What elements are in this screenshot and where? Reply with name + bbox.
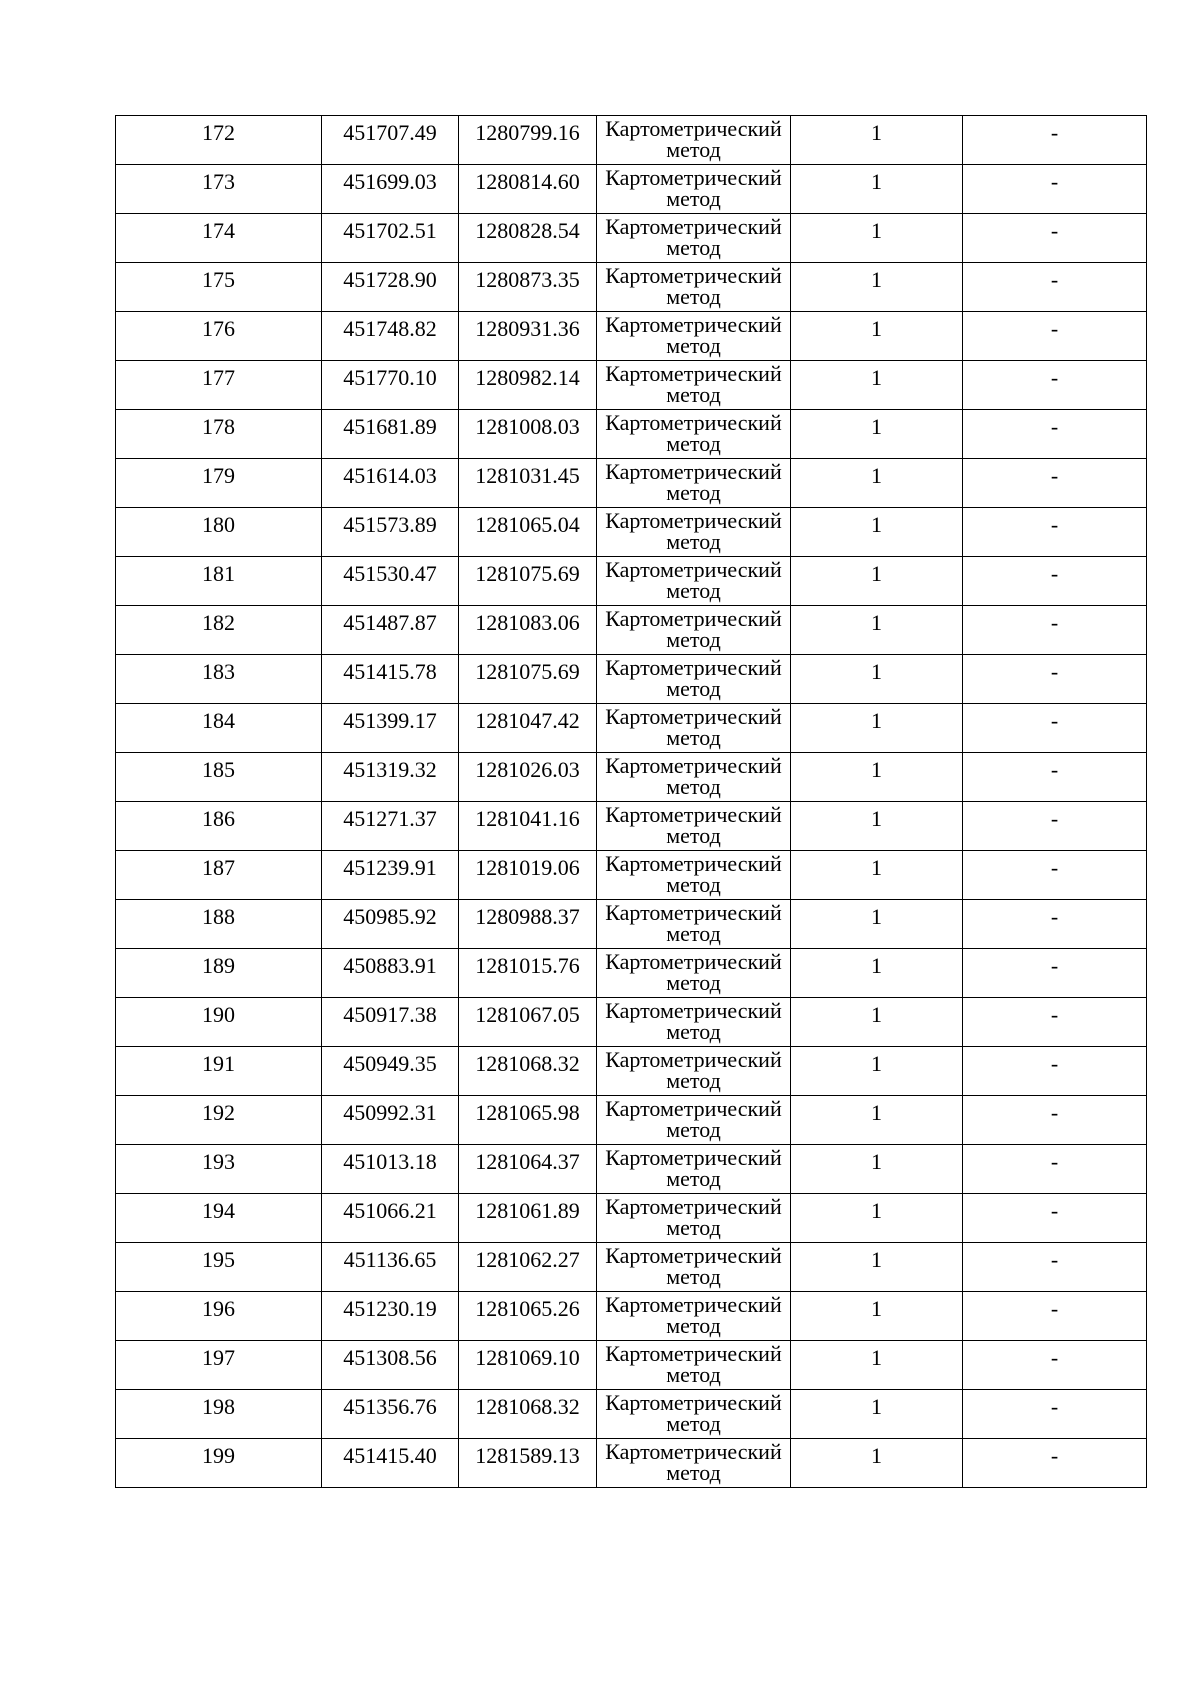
description-cell: - (963, 1145, 1147, 1194)
method-line-1: Картометрический (605, 1243, 782, 1268)
point-number-cell: 186 (116, 802, 322, 851)
accuracy-cell: 1 (791, 1243, 963, 1292)
method-cell (597, 606, 791, 655)
method-cell (597, 557, 791, 606)
method-line-2: метод (666, 1068, 721, 1093)
accuracy-cell: 1 (791, 165, 963, 214)
table-row (116, 1096, 1147, 1145)
x-coordinate-cell: 451699.03 (322, 165, 459, 214)
y-coordinate-cell: 1281031.45 (459, 459, 597, 508)
y-coordinate-cell: 1280982.14 (459, 361, 597, 410)
coordinates-table-body (116, 116, 1147, 1488)
accuracy-cell: 1 (791, 214, 963, 263)
table-row (116, 1439, 1147, 1488)
table-row (116, 851, 1147, 900)
x-coordinate-cell: 451230.19 (322, 1292, 459, 1341)
method-cell (597, 1341, 791, 1390)
x-coordinate-cell: 451728.90 (322, 263, 459, 312)
method-line-2: метод (666, 921, 721, 946)
table-row (116, 606, 1147, 655)
method-cell (597, 949, 791, 998)
table-row (116, 1341, 1147, 1390)
accuracy-cell: 1 (791, 1194, 963, 1243)
description-cell: - (963, 655, 1147, 704)
method-line-1: Картометрический (605, 165, 782, 190)
table-row (116, 998, 1147, 1047)
table-row (116, 410, 1147, 459)
method-line-2: метод (666, 1411, 721, 1436)
method-line-2: метод (666, 774, 721, 799)
y-coordinate-cell: 1281062.27 (459, 1243, 597, 1292)
x-coordinate-cell: 451748.82 (322, 312, 459, 361)
method-line-2: метод (666, 382, 721, 407)
method-line-1: Картометрический (605, 263, 782, 288)
method-line-1: Картометрический (605, 214, 782, 239)
point-number-cell: 195 (116, 1243, 322, 1292)
method-line-2: метод (666, 1460, 721, 1485)
method-cell (597, 1243, 791, 1292)
point-number-cell: 183 (116, 655, 322, 704)
description-cell: - (963, 851, 1147, 900)
table-row (116, 1145, 1147, 1194)
x-coordinate-cell: 451681.89 (322, 410, 459, 459)
method-line-2: метод (666, 333, 721, 358)
y-coordinate-cell: 1281075.69 (459, 655, 597, 704)
description-cell: - (963, 361, 1147, 410)
table-row (116, 900, 1147, 949)
coordinates-table (115, 115, 1147, 1488)
description-cell: - (963, 1341, 1147, 1390)
x-coordinate-cell: 450883.91 (322, 949, 459, 998)
method-line-2: метод (666, 872, 721, 897)
point-number-cell: 182 (116, 606, 322, 655)
table-row (116, 753, 1147, 802)
accuracy-cell: 1 (791, 1390, 963, 1439)
description-cell: - (963, 508, 1147, 557)
method-cell (597, 312, 791, 361)
method-cell (597, 410, 791, 459)
y-coordinate-cell: 1281015.76 (459, 949, 597, 998)
description-cell: - (963, 1439, 1147, 1488)
method-line-2: метод (666, 1117, 721, 1142)
description-cell: - (963, 165, 1147, 214)
method-line-1: Картометрический (605, 606, 782, 631)
y-coordinate-cell: 1281061.89 (459, 1194, 597, 1243)
method-cell (597, 1292, 791, 1341)
x-coordinate-cell: 451487.87 (322, 606, 459, 655)
table-row (116, 655, 1147, 704)
method-line-2: метод (666, 676, 721, 701)
description-cell: - (963, 312, 1147, 361)
x-coordinate-cell: 451707.49 (322, 116, 459, 165)
table-row (116, 214, 1147, 263)
description-cell: - (963, 704, 1147, 753)
point-number-cell: 191 (116, 1047, 322, 1096)
point-number-cell: 190 (116, 998, 322, 1047)
y-coordinate-cell: 1281067.05 (459, 998, 597, 1047)
point-number-cell: 196 (116, 1292, 322, 1341)
method-line-1: Картометрический (605, 655, 782, 680)
y-coordinate-cell: 1280988.37 (459, 900, 597, 949)
description-cell: - (963, 459, 1147, 508)
description-cell: - (963, 753, 1147, 802)
accuracy-cell: 1 (791, 263, 963, 312)
description-cell: - (963, 1243, 1147, 1292)
x-coordinate-cell: 451415.78 (322, 655, 459, 704)
method-line-1: Картометрический (605, 1096, 782, 1121)
method-line-1: Картометрический (605, 1439, 782, 1464)
description-cell: - (963, 116, 1147, 165)
accuracy-cell: 1 (791, 606, 963, 655)
y-coordinate-cell: 1281065.98 (459, 1096, 597, 1145)
method-line-1: Картометрический (605, 753, 782, 778)
accuracy-cell: 1 (791, 802, 963, 851)
accuracy-cell: 1 (791, 312, 963, 361)
method-cell (597, 214, 791, 263)
accuracy-cell: 1 (791, 1096, 963, 1145)
description-cell: - (963, 802, 1147, 851)
accuracy-cell: 1 (791, 655, 963, 704)
method-cell (597, 459, 791, 508)
y-coordinate-cell: 1281065.04 (459, 508, 597, 557)
table-row (116, 1194, 1147, 1243)
method-cell (597, 1047, 791, 1096)
point-number-cell: 187 (116, 851, 322, 900)
y-coordinate-cell: 1281064.37 (459, 1145, 597, 1194)
x-coordinate-cell: 451271.37 (322, 802, 459, 851)
accuracy-cell: 1 (791, 1439, 963, 1488)
table-row (116, 263, 1147, 312)
x-coordinate-cell: 451702.51 (322, 214, 459, 263)
method-cell (597, 655, 791, 704)
description-cell: - (963, 1096, 1147, 1145)
method-cell (597, 1194, 791, 1243)
accuracy-cell: 1 (791, 851, 963, 900)
y-coordinate-cell: 1281047.42 (459, 704, 597, 753)
y-coordinate-cell: 1281589.13 (459, 1439, 597, 1488)
point-number-cell: 194 (116, 1194, 322, 1243)
description-cell: - (963, 1292, 1147, 1341)
method-line-2: метод (666, 137, 721, 162)
method-line-1: Картометрический (605, 361, 782, 386)
method-line-1: Картометрический (605, 116, 782, 141)
method-line-1: Картометрический (605, 1390, 782, 1415)
description-cell: - (963, 214, 1147, 263)
accuracy-cell: 1 (791, 1292, 963, 1341)
method-line-1: Картометрический (605, 1341, 782, 1366)
y-coordinate-cell: 1281068.32 (459, 1390, 597, 1439)
accuracy-cell: 1 (791, 410, 963, 459)
method-line-2: метод (666, 529, 721, 554)
description-cell: - (963, 263, 1147, 312)
point-number-cell: 184 (116, 704, 322, 753)
method-cell (597, 1096, 791, 1145)
method-line-2: метод (666, 578, 721, 603)
accuracy-cell: 1 (791, 753, 963, 802)
y-coordinate-cell: 1280814.60 (459, 165, 597, 214)
point-number-cell: 192 (116, 1096, 322, 1145)
y-coordinate-cell: 1281068.32 (459, 1047, 597, 1096)
method-cell (597, 753, 791, 802)
x-coordinate-cell: 451770.10 (322, 361, 459, 410)
table-row (116, 459, 1147, 508)
point-number-cell: 188 (116, 900, 322, 949)
x-coordinate-cell: 451308.56 (322, 1341, 459, 1390)
accuracy-cell: 1 (791, 949, 963, 998)
point-number-cell: 179 (116, 459, 322, 508)
method-cell (597, 361, 791, 410)
y-coordinate-cell: 1280828.54 (459, 214, 597, 263)
method-line-1: Картометрический (605, 1047, 782, 1072)
point-number-cell: 178 (116, 410, 322, 459)
y-coordinate-cell: 1281083.06 (459, 606, 597, 655)
accuracy-cell: 1 (791, 1047, 963, 1096)
method-cell (597, 1439, 791, 1488)
method-line-2: метод (666, 1362, 721, 1387)
point-number-cell: 180 (116, 508, 322, 557)
x-coordinate-cell: 451356.76 (322, 1390, 459, 1439)
method-line-1: Картометрический (605, 1194, 782, 1219)
method-cell (597, 802, 791, 851)
accuracy-cell: 1 (791, 459, 963, 508)
table-row (116, 802, 1147, 851)
y-coordinate-cell: 1281041.16 (459, 802, 597, 851)
point-number-cell: 198 (116, 1390, 322, 1439)
accuracy-cell: 1 (791, 900, 963, 949)
x-coordinate-cell: 450949.35 (322, 1047, 459, 1096)
method-line-1: Картометрический (605, 508, 782, 533)
table-row (116, 704, 1147, 753)
description-cell: - (963, 900, 1147, 949)
method-line-2: метод (666, 1166, 721, 1191)
method-line-1: Картометрический (605, 998, 782, 1023)
method-cell (597, 900, 791, 949)
point-number-cell: 189 (116, 949, 322, 998)
method-line-1: Картометрический (605, 557, 782, 582)
method-cell (597, 851, 791, 900)
method-line-1: Картометрический (605, 900, 782, 925)
method-line-2: метод (666, 480, 721, 505)
x-coordinate-cell: 451415.40 (322, 1439, 459, 1488)
y-coordinate-cell: 1281075.69 (459, 557, 597, 606)
description-cell: - (963, 557, 1147, 606)
description-cell: - (963, 1194, 1147, 1243)
method-line-1: Картометрический (605, 1292, 782, 1317)
method-cell (597, 116, 791, 165)
point-number-cell: 193 (116, 1145, 322, 1194)
y-coordinate-cell: 1281008.03 (459, 410, 597, 459)
description-cell: - (963, 606, 1147, 655)
table-row (116, 1292, 1147, 1341)
point-number-cell: 185 (116, 753, 322, 802)
x-coordinate-cell: 450992.31 (322, 1096, 459, 1145)
method-line-1: Картометрический (605, 312, 782, 337)
method-line-2: метод (666, 1313, 721, 1338)
method-cell (597, 704, 791, 753)
table-row (116, 1243, 1147, 1292)
method-line-2: метод (666, 1019, 721, 1044)
x-coordinate-cell: 451530.47 (322, 557, 459, 606)
accuracy-cell: 1 (791, 508, 963, 557)
y-coordinate-cell: 1280931.36 (459, 312, 597, 361)
x-coordinate-cell: 451013.18 (322, 1145, 459, 1194)
x-coordinate-cell: 451573.89 (322, 508, 459, 557)
method-line-2: метод (666, 823, 721, 848)
table-row (116, 1047, 1147, 1096)
table-row (116, 508, 1147, 557)
method-cell (597, 998, 791, 1047)
table-row (116, 557, 1147, 606)
x-coordinate-cell: 451319.32 (322, 753, 459, 802)
accuracy-cell: 1 (791, 361, 963, 410)
method-line-2: метод (666, 1264, 721, 1289)
description-cell: - (963, 949, 1147, 998)
method-line-1: Картометрический (605, 1145, 782, 1170)
y-coordinate-cell: 1281026.03 (459, 753, 597, 802)
method-line-2: метод (666, 186, 721, 211)
table-row (116, 949, 1147, 998)
x-coordinate-cell: 451066.21 (322, 1194, 459, 1243)
method-line-1: Картометрический (605, 704, 782, 729)
method-line-1: Картометрический (605, 851, 782, 876)
x-coordinate-cell: 451399.17 (322, 704, 459, 753)
table-row (116, 361, 1147, 410)
method-cell (597, 508, 791, 557)
point-number-cell: 172 (116, 116, 322, 165)
method-line-2: метод (666, 725, 721, 750)
point-number-cell: 173 (116, 165, 322, 214)
description-cell: - (963, 1390, 1147, 1439)
point-number-cell: 181 (116, 557, 322, 606)
y-coordinate-cell: 1280873.35 (459, 263, 597, 312)
description-cell: - (963, 410, 1147, 459)
accuracy-cell: 1 (791, 557, 963, 606)
method-line-2: метод (666, 1215, 721, 1240)
point-number-cell: 199 (116, 1439, 322, 1488)
method-line-1: Картометрический (605, 949, 782, 974)
method-cell (597, 165, 791, 214)
table-row (116, 116, 1147, 165)
x-coordinate-cell: 451239.91 (322, 851, 459, 900)
method-cell (597, 1145, 791, 1194)
method-line-2: метод (666, 431, 721, 456)
x-coordinate-cell: 451136.65 (322, 1243, 459, 1292)
accuracy-cell: 1 (791, 116, 963, 165)
description-cell: - (963, 1047, 1147, 1096)
method-line-1: Картометрический (605, 459, 782, 484)
method-cell (597, 1390, 791, 1439)
method-line-2: метод (666, 970, 721, 995)
point-number-cell: 175 (116, 263, 322, 312)
x-coordinate-cell: 450985.92 (322, 900, 459, 949)
y-coordinate-cell: 1281019.06 (459, 851, 597, 900)
x-coordinate-cell: 451614.03 (322, 459, 459, 508)
table-row (116, 165, 1147, 214)
point-number-cell: 177 (116, 361, 322, 410)
point-number-cell: 174 (116, 214, 322, 263)
table-row (116, 312, 1147, 361)
y-coordinate-cell: 1281065.26 (459, 1292, 597, 1341)
accuracy-cell: 1 (791, 998, 963, 1047)
accuracy-cell: 1 (791, 1341, 963, 1390)
point-number-cell: 197 (116, 1341, 322, 1390)
x-coordinate-cell: 450917.38 (322, 998, 459, 1047)
accuracy-cell: 1 (791, 1145, 963, 1194)
method-line-1: Картометрический (605, 802, 782, 827)
method-line-1: Картометрический (605, 410, 782, 435)
point-number-cell: 176 (116, 312, 322, 361)
method-line-2: метод (666, 284, 721, 309)
y-coordinate-cell: 1281069.10 (459, 1341, 597, 1390)
description-cell: - (963, 998, 1147, 1047)
method-cell (597, 263, 791, 312)
y-coordinate-cell: 1280799.16 (459, 116, 597, 165)
table-row (116, 1390, 1147, 1439)
method-line-2: метод (666, 235, 721, 260)
method-line-2: метод (666, 627, 721, 652)
accuracy-cell: 1 (791, 704, 963, 753)
